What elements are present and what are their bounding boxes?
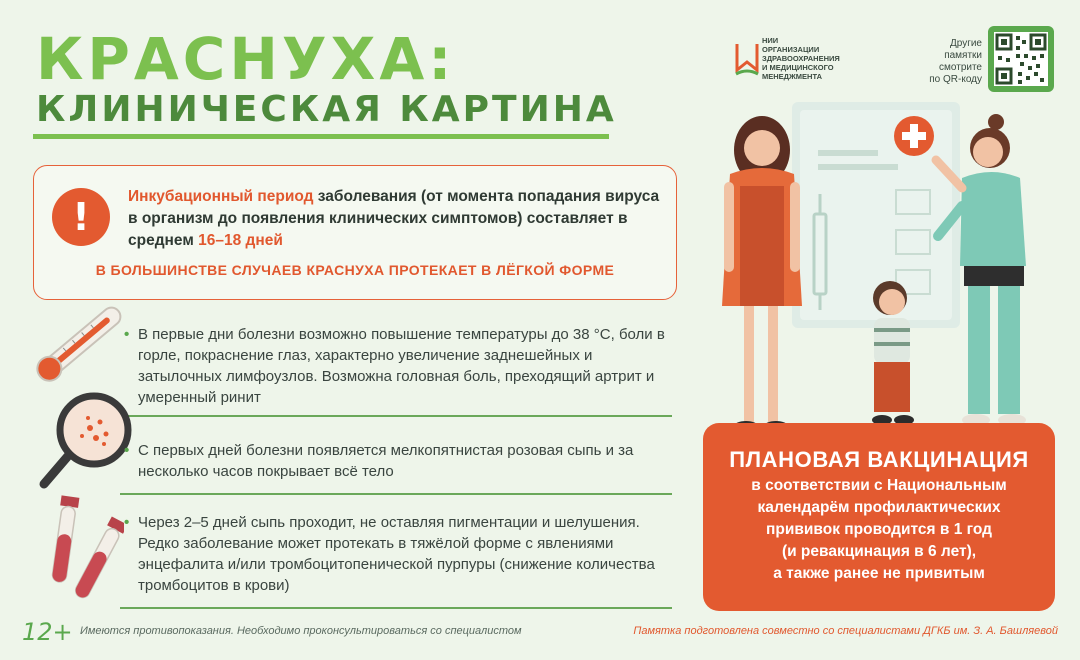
incubation-text: Инкубационный период заболевания (от момента попадания вируса в организм до появления клинических симптомов) составляет в среднем 16–18 дней [128,188,660,249]
institute-logo [734,36,864,88]
vaccination-text: в соответствии с Национальным календарём профилактических прививок проводится в 1 год (и ревакцинация в 6 лет), а также ранее не привитым [751,477,1007,582]
page-title: КРАСНУХА: [36,25,456,93]
page-subtitle: КЛИНИЧЕСКАЯ КАРТИНА [36,89,617,130]
institute-name: НИИ ОРГАНИЗАЦИИ ЗДРАВООХРАНЕНИЯ И МЕДИЦИНСКОГО МЕНЕДЖМЕНТА [762,36,840,81]
vaccination-box [703,423,1055,611]
qr-caption: Другие памятки смотрите по QR-коду [929,38,982,85]
qr-code-icon [994,32,1048,86]
alert-icon: ! [52,188,110,246]
age-rating: 12+ [22,618,73,646]
mild-form-note: В БОЛЬШИНСТВЕ СЛУЧАЕВ КРАСНУХА ПРОТЕКАЕТ В ЛЁГКОЙ ФОРМЕ [95,262,615,278]
symptom-divider [120,493,672,495]
symptom-item: • В первые дни болезни возможно повышение температуры до 38 °С, боли в горле, покраснение глаз, характерно увеличение заднешейных и затылочных лимфоузлов. Возможна головная боль, преходящий артрит и умеренный ринит [124,326,665,406]
clinic-illustration [700,96,1070,436]
contraindication-note: Имеются противопоказания. Необходимо проконсультироваться со специалистом [80,625,522,637]
test-tubes-icon [40,490,124,612]
title-underline [33,134,609,139]
credits-note: Памятка подготовлена совместно со специалистами ДГКБ им. З. А. Башляевой [633,625,1058,637]
symptom-item: • С первых дней болезни появляется мелкопятнистая розовая сыпь и за несколько часов покрывает всё тело [124,442,634,480]
qr-code[interactable] [988,26,1054,92]
incubation-box [33,165,677,300]
institute-logo-icon [734,40,760,80]
vaccination-title: ПЛАНОВАЯ ВАКЦИНАЦИЯ [729,447,1029,472]
thermometer-icon [24,296,136,390]
symptom-item: • Через 2–5 дней сыпь проходит, не оставляя пигментации и шелушения. Редко заболевание может протекать в тяжёлой форме с явлениями энцефалита и/или тромбоцитопенической пурпуры (снижение количества тромбоцитов в крови) [124,514,655,594]
symptom-divider [120,607,672,609]
symptom-divider [120,415,672,417]
magnifier-icon [34,388,134,492]
